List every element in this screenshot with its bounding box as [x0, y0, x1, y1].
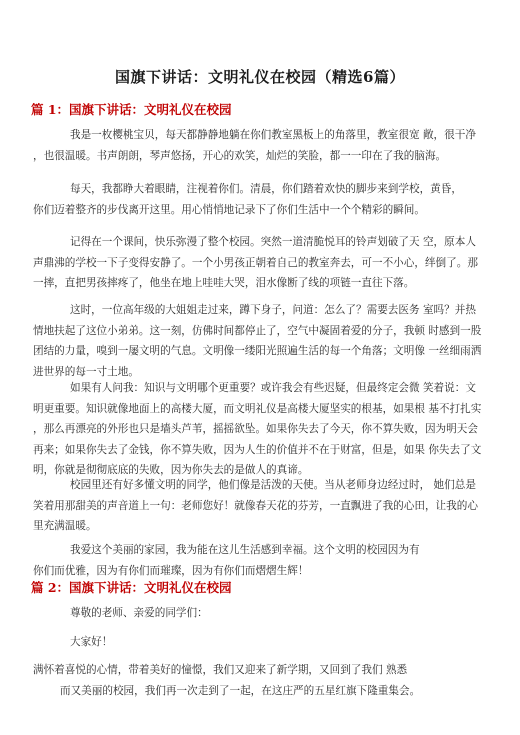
- section-1-paragraph-7: [33, 540, 491, 581]
- section-1-paragraph-2: [33, 179, 491, 220]
- section-2-paragraph-1: [33, 660, 491, 701]
- paragraph-line: 尊敬的老师、亲爱的同学们：: [70, 607, 208, 619]
- paragraph-line: 满怀着喜悦的心情，带着美好的憧憬，我们又迎来了新学期，又回到了我们 熟悉: [33, 664, 408, 676]
- paragraph-line: 每天，我都睁大着眼睛，注视着你们。清晨，你们踏着欢快的脚步来到学校，黄昏，: [70, 183, 462, 195]
- section-1-paragraph-5: [33, 378, 491, 481]
- paragraph-line: 这时，一位高年级的大姐姐走过来，蹲下身子，问道：怎么了？需要去医务 室吗？并热: [70, 304, 476, 316]
- section-1-paragraph-4: [33, 300, 491, 382]
- paragraph-line: 校园里还有好多懂文明的同学，他们像是活泼的天使。当从老师身边经过时， 她们总是: [70, 479, 476, 491]
- paragraph-line: 记得在一个课间，快乐弥漫了整个校园。突然一道清脆悦耳的铃声划破了天 空，原本人: [70, 236, 476, 248]
- paragraph-line: 而又美丽的校园，我们再一次走到了一起，在这庄严的五星红旗下隆重集会。: [60, 684, 421, 697]
- section-2-heading: 篇 2：国旗下讲话：文明礼仪在校园: [31, 580, 232, 595]
- paragraph-line: 你们迈着整齐的步伐离开这里。用心悄悄地记录下了你们生活中一个个精彩的瞬间。: [33, 203, 425, 216]
- paragraph-line: 如果有人问我：知识与文明哪个更重要？或许我会有些迟疑，但最终定会微 笑着说：文: [70, 382, 476, 394]
- paragraph-line: 笑着用那甜美的声音道上一句：老师您好！就像春天花的芬芳，一直飘进了我的心田，让我的心: [33, 499, 478, 512]
- section-1-paragraph-3: [33, 232, 491, 294]
- paragraph-line: 团结的力量，嗅到一屡文明的气息。文明像一缕阳光照遍生活的每一个角落；文明像 一丝细雨洒: [33, 345, 482, 357]
- section-1-heading: 篇 1：国旗下讲话：文明礼仪在校园: [31, 102, 232, 117]
- paragraph-line: 再来；如果你失去了金钱，你不算失败，因为人生的价值并不在于财富，但是，如果 你失去了文: [33, 443, 482, 456]
- paragraph-line: 明更重要。知识就像地面上的高楼大厦，而文明礼仪是高楼大厦坚实的根基，如果根 基不打扎实: [33, 402, 482, 415]
- paragraph-line: 我是一枚樱桃宝贝，每天都静静地躺在你们教室黑板上的角落里，教室很宽 敞，很干净: [70, 129, 476, 141]
- paragraph-line: 我爱这个美丽的家园，我为能在这儿生活感到幸福。这个文明的校园因为有: [70, 544, 420, 556]
- paragraph-line: 一摔，直把男孩摔疼了，他坐在地上哇哇大哭，泪水像断了线的项链一直往下落。: [33, 277, 415, 289]
- paragraph-line: 情地扶起了这位小弟弟。这一刻，仿佛时间都停止了，空气中凝固着爱的分子，我顿 时感到一股: [33, 324, 482, 337]
- paragraph-line: 进世界的每一寸土地。: [33, 365, 139, 378]
- document-title: 国旗下讲话：文明礼仪在校园（精选6篇）: [115, 68, 405, 86]
- paragraph-line: 明，你就是彻彻底底的失败，因为你失去的是做人的真谛。: [33, 464, 309, 476]
- paragraph-line: ，那么再漂亮的外形也只是墙头芦苇，摇摇欲坠。如果你失去了今天，你不算失败，因为明天会: [33, 423, 478, 435]
- paragraph-line: 里充满温暖。: [33, 520, 97, 532]
- paragraph-line: 你们而优雅，因为有你们而璀璨，因为有你们而熠熠生辉！: [33, 564, 309, 577]
- section-1-paragraph-1: [33, 125, 491, 166]
- section-2-greeting: [33, 632, 491, 653]
- section-1-paragraph-6: [33, 475, 491, 537]
- paragraph-line: 声鼎沸的学校一下子变得安静了。一个小男孩正朝着自己的教室奔去，可一不小心，绊倒了。那: [33, 256, 478, 269]
- paragraph-line: ，也很温暖。书声朗朗，琴声悠扬，开心的欢笑，灿烂的笑脸，都一一印在了我的脑海。: [33, 149, 447, 162]
- paragraph-line: 大家好！: [70, 636, 113, 648]
- section-2-salutation: [33, 603, 491, 624]
